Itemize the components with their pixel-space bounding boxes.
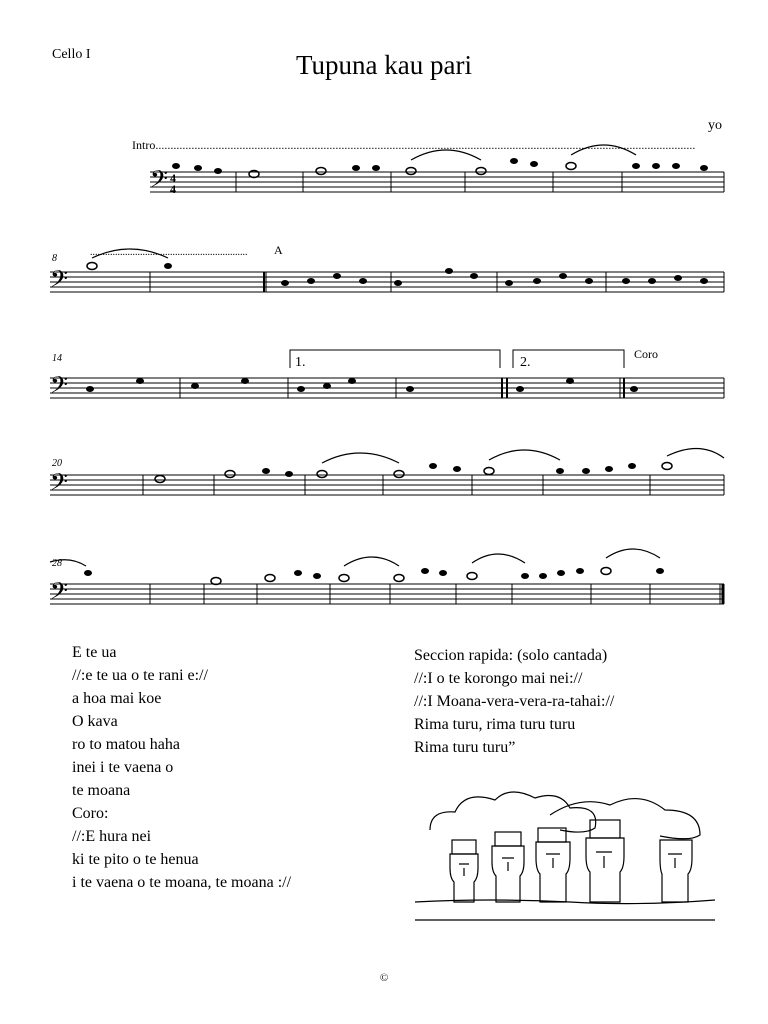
lyric-line: i te vaena o te moana, te moana :// <box>72 874 292 891</box>
lyric-line: //:e te ua o te rani e:// <box>72 667 208 684</box>
composer-label: yo <box>708 118 722 133</box>
staff-system-4 <box>50 448 724 501</box>
staff-system-1 <box>150 145 724 198</box>
lyric-line: Rima turu turu” <box>414 739 516 756</box>
measure-number: 14 <box>52 353 62 364</box>
lyric-line: O kava <box>72 713 118 730</box>
lyric-line: Seccion rapida: (solo cantada) <box>414 647 608 664</box>
instrument-label: Cello I <box>52 47 91 62</box>
dotted-line: ............................................................... <box>90 247 248 258</box>
bass-clef-icon: 𝄢 <box>50 373 69 404</box>
lyric-line: ro to matou haha <box>72 736 180 753</box>
bass-clef-icon: 𝄢 <box>50 267 69 298</box>
measure-number: 28 <box>52 558 62 569</box>
lyric-line: //:I o te korongo mai nei:// <box>414 670 583 687</box>
time-signature-bottom: 4 <box>170 182 176 196</box>
copyright-symbol: © <box>379 972 389 984</box>
first-ending-label: 1. <box>295 355 306 370</box>
section-label-intro: Intro.................................................................................................................................................................................... <box>132 138 696 152</box>
bass-clef-icon: 𝄢 <box>50 470 69 501</box>
moai-statues-illustration <box>410 780 730 930</box>
lyric-line: a hoa mai koe <box>72 690 162 707</box>
staff-system-3 <box>50 373 724 404</box>
staff-system-5 <box>50 549 724 610</box>
lyrics-right-column <box>414 644 614 759</box>
lyric-line: inei i te vaena o <box>72 759 174 776</box>
measure-number: 8 <box>52 253 57 264</box>
coro-label: Coro <box>634 347 658 361</box>
measure-number: 20 <box>52 458 62 469</box>
second-ending-label: 2. <box>520 355 531 370</box>
lyric-line: ki te pito o te henua <box>72 851 199 868</box>
lyric-line: //:I Moana-vera-vera-ra-tahai:// <box>414 693 615 710</box>
rehearsal-mark-a: A <box>274 243 283 257</box>
lyric-line: te moana <box>72 782 131 799</box>
time-signature-top: 4 <box>170 171 176 185</box>
lyric-line: Rima turu, rima turu turu <box>414 716 576 733</box>
lyric-line: Coro: <box>72 805 109 822</box>
lyric-line: //:E hura nei <box>72 828 152 845</box>
lyrics-left-column <box>72 641 291 894</box>
lyric-line: E te ua <box>72 644 117 661</box>
page-title: Tupuna kau pari <box>296 50 472 80</box>
bass-clef-icon: 𝄢 <box>150 167 169 198</box>
bass-clef-icon: 𝄢 <box>50 579 69 610</box>
